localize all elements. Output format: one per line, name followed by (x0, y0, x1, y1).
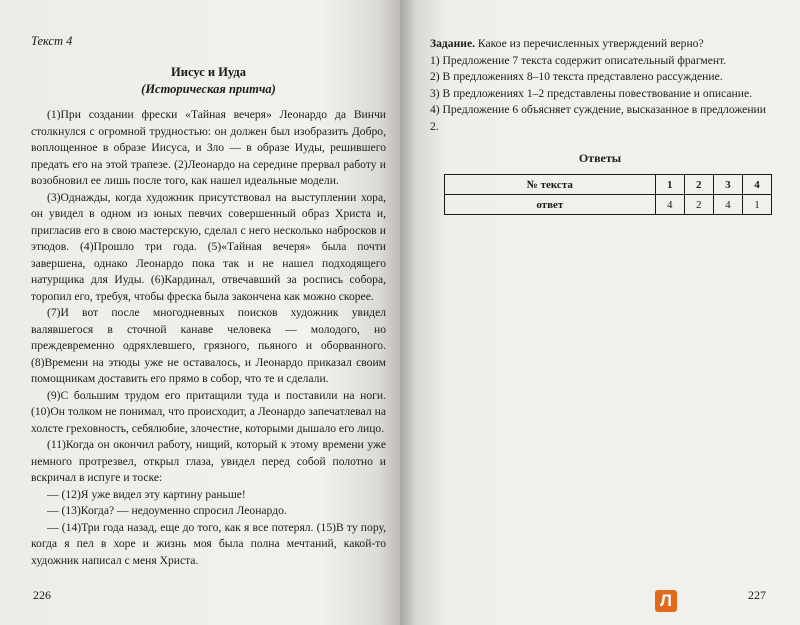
paragraph: (11)Когда он окончил работу, нищий, который к этому времени уже немного протрезвел, открыл глаза, увидел перед собой полотно и вскричал в испуге и тоске: (31, 438, 386, 484)
value-cell: 1 (742, 195, 771, 215)
header-cell: 1 (655, 175, 684, 195)
answers-table (444, 174, 772, 215)
answers-title: Ответы (578, 151, 622, 165)
header-cell: 4 (742, 175, 771, 195)
header-cell: 3 (713, 175, 742, 195)
paragraph: — (14)Три года назад, еще до того, как я все потерял. (15)В ту пору, когда я пел в хоре и жизнь моя была полна мечтаний, какой-то художник написал с меня Христа. (31, 520, 386, 567)
task-question: Какое из перечисленных утверждений верно? (474, 37, 704, 50)
task-label: Задание. (430, 37, 475, 50)
value-cell: 4 (713, 195, 742, 215)
row-label-cell: ответ (445, 195, 656, 215)
page-number-left: 226 (33, 588, 51, 602)
paragraph: (3)Однажды, когда художник присутствовал на выступлении хора, он увидел в одном из юных певчих совершенный образ Христа и, пригласив его в свою мастерскую, сделал с него несколько набросков и этюдов. (4)Прошло три года. (5)«Тайная вечеря» была почти завершена, однако Леонардо пока так и не нашел подходящего натурщика для Иуды. (6)Кардинал, отвечавший за роспись собора, торопил его, требуя, чтобы фреска была закончена как можно скорее. (31, 190, 386, 303)
story-body (31, 107, 386, 569)
task-heading (430, 36, 770, 53)
story-subtitle: (Историческая притча) (141, 82, 276, 96)
paragraph: (7)И вот после многодневных поисков художник увидел валявшегося в сточной канаве человека — молодого, но преждевременно одряхлевшего, грязного, пьяного и оборванного. (8)Времени на этюды уже не оставалось, и Леонардо приказал своим помощникам доставить его прямо в собор, что те и сделали. (31, 306, 386, 385)
value-cell: 4 (655, 195, 684, 215)
task-option: 1) Предложение 7 текста содержит описательный фрагмент. (430, 53, 727, 67)
task-option: 2) В предложениях 8–10 текста представлено рассуждение. (430, 70, 723, 83)
text-number: Текст 4 (31, 34, 73, 48)
paragraph: (9)С большим трудом его притащили туда и поставили на ноги. (10)Он толком не понимал, что происходит, а Леонардо запечатлевал на холсте греховность, себялюбие, злочестие, которыми дышало его лицо. (31, 388, 386, 435)
page-number-right: 227 (748, 588, 766, 602)
header-cell: 2 (684, 175, 713, 195)
right-page (400, 0, 800, 625)
header-cell: № текста (445, 175, 656, 195)
paragraph: (1)При создании фрески «Тайная вечеря» Леонардо да Винчи столкнулся с огромной трудностью: он должен был изобразить Добро, воплощенное в образе Иисуса, и Зло — в образе Иуды, решившего предать его на этой трапезе. (2)Леонардо на середине прервал работу и возобновил ее лишь после того, как нашел идеальные модели. (31, 108, 386, 187)
paragraph: — (12)Я уже видел эту картину раньше! (47, 487, 246, 501)
task-option: 3) В предложениях 1–2 представлены повествование и описание. (430, 86, 753, 100)
table-row (445, 195, 772, 215)
paragraph: — (13)Когда? — недоуменно спросил Леонардо. (47, 504, 287, 517)
table-row (445, 175, 772, 195)
story-title: Иисус и Иуда (171, 65, 246, 79)
task-option: 4) Предложение 6 объясняет суждение, высказанное в предложении 2. (430, 103, 766, 133)
value-cell: 2 (684, 195, 713, 215)
publisher-logo-icon: Л (655, 590, 677, 612)
